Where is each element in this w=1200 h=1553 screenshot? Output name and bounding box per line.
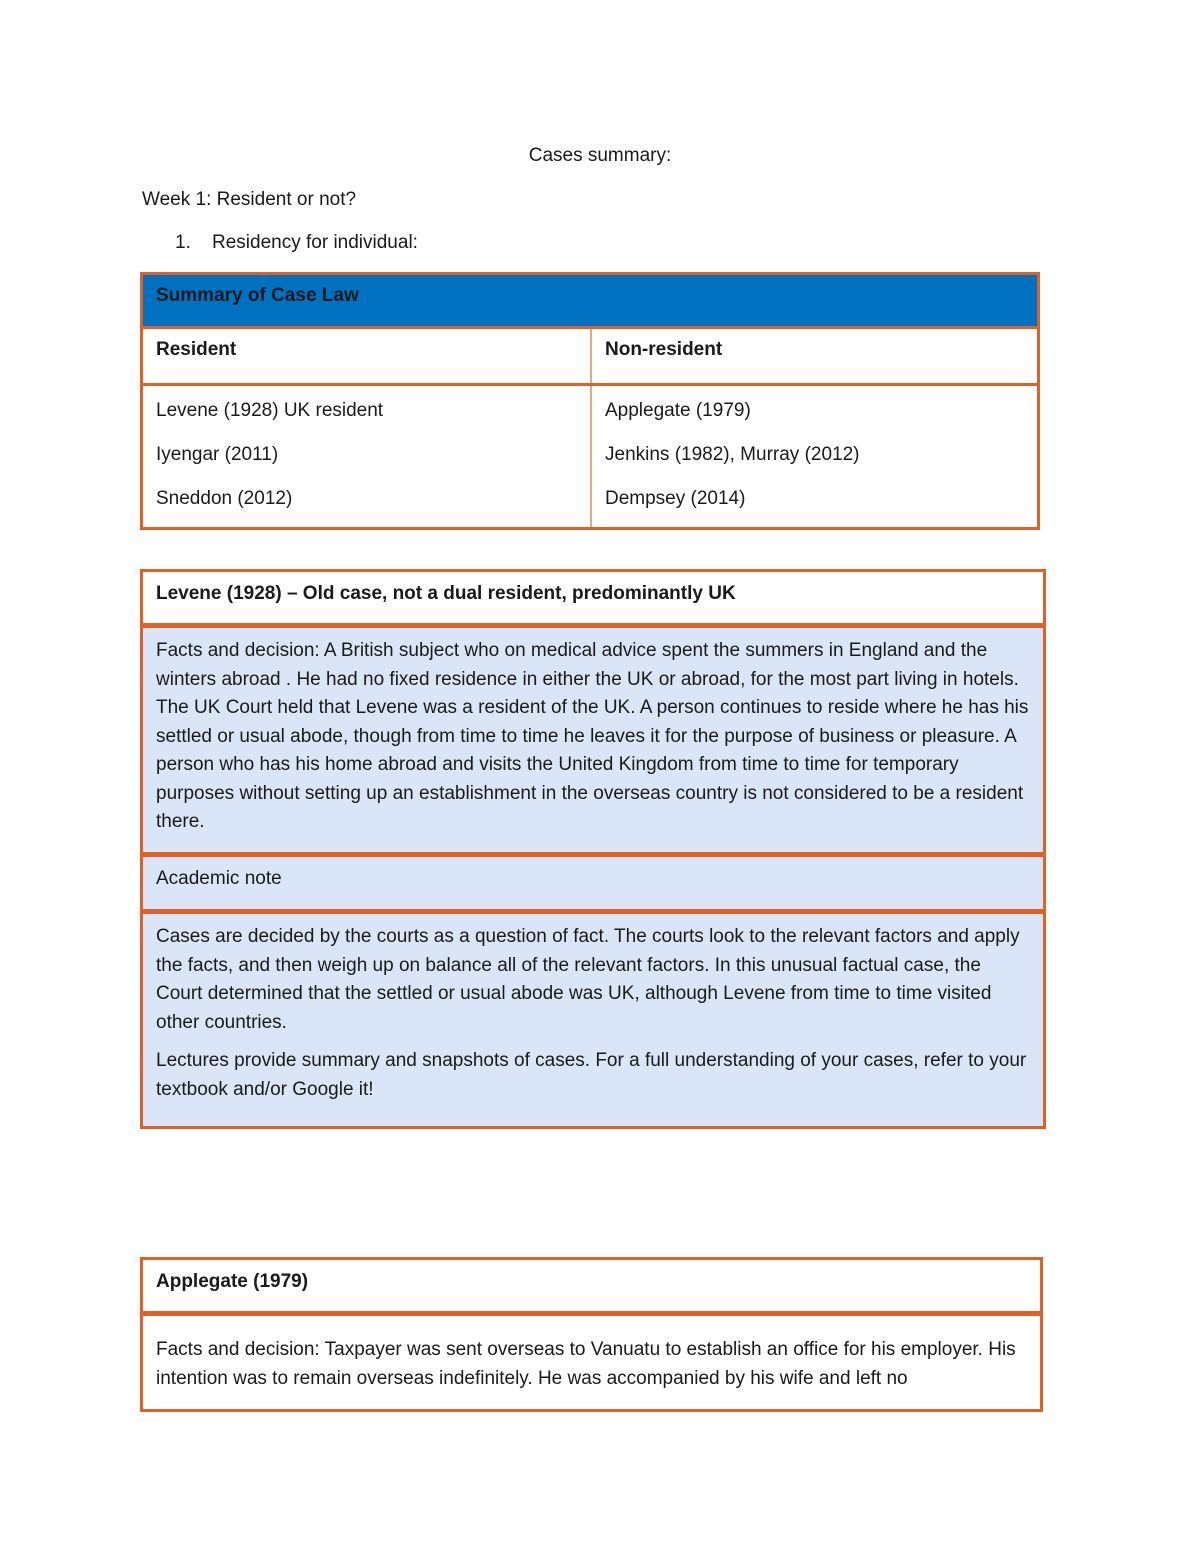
page-title: Cases summary: — [528, 145, 672, 166]
applegate-facts — [143, 1316, 1040, 1409]
academic-note-heading: Academic note — [143, 857, 1043, 914]
levene-facts-text: Facts and decision: A British subject who on medical advice spent the summers in England and the winters abroad . He had no fixed residence in either the UK or abroad, for the most part living in hotels. The UK Court held that Levene was a resident of the UK. A person continues to reside where he has his settled or usual abode, though from time to time he leaves it for the purpose of business or pleasure. A person who has his home abroad and visits the United Kingdom from time to time for temporary purposes without setting up an establishment in the overseas country is not considered to be a resident there. — [156, 640, 1029, 832]
resident-cases-cell — [143, 386, 592, 527]
summary-table — [140, 272, 1040, 530]
levene-case-title: Levene (1928) – Old case, not a dual resident, predominantly UK — [143, 572, 1043, 628]
resident-case: Iyengar (2011) — [156, 444, 279, 465]
applegate-facts-text: Facts and decision: Taxpayer was sent overseas to Vanuatu to establish an office for his employer. His intention was to remain overseas indefinitely. He was accompanied by his wife and left no — [156, 1339, 1016, 1389]
academic-note-paragraph: Cases are decided by the courts as a question of fact. The courts look to the relevant factors and apply the facts, and then weigh up on balance all of the relevant factors. In this unusual factual case, the Court determined that the settled or usual abode was UK, although Levene from time to time visited other countries. — [156, 926, 1020, 1033]
non-resident-cases-cell — [592, 386, 1037, 527]
list-item-text: Residency for individual: — [212, 232, 418, 253]
non-resident-case: Dempsey (2014) — [605, 488, 746, 509]
summary-cases-row — [143, 386, 1037, 527]
list-item-number: 1. — [175, 232, 191, 253]
levene-facts — [143, 628, 1043, 857]
week-heading: Week 1: Resident or not? — [142, 189, 357, 210]
non-resident-case: Applegate (1979) — [605, 400, 751, 421]
resident-case: Sneddon (2012) — [156, 488, 293, 509]
non-resident-case: Jenkins (1982), Murray (2012) — [605, 444, 860, 465]
academic-note-paragraph: Lectures provide summary and snapshots of cases. For a full understanding of your cases, refer to your textbook and/or Google it! — [156, 1050, 1027, 1100]
column-header-non-resident: Non-resident — [605, 339, 723, 360]
levene-case-box — [140, 569, 1046, 1129]
academic-note-body — [143, 914, 1043, 1126]
applegate-case-title: Applegate (1979) — [143, 1260, 1040, 1316]
applegate-case-box — [140, 1257, 1043, 1412]
summary-table-header: Summary of Case Law — [143, 275, 1037, 329]
resident-case: Levene (1928) UK resident — [156, 400, 384, 421]
column-header-resident: Resident — [143, 329, 592, 383]
summary-column-headers — [143, 329, 1037, 386]
list-item — [175, 232, 418, 254]
